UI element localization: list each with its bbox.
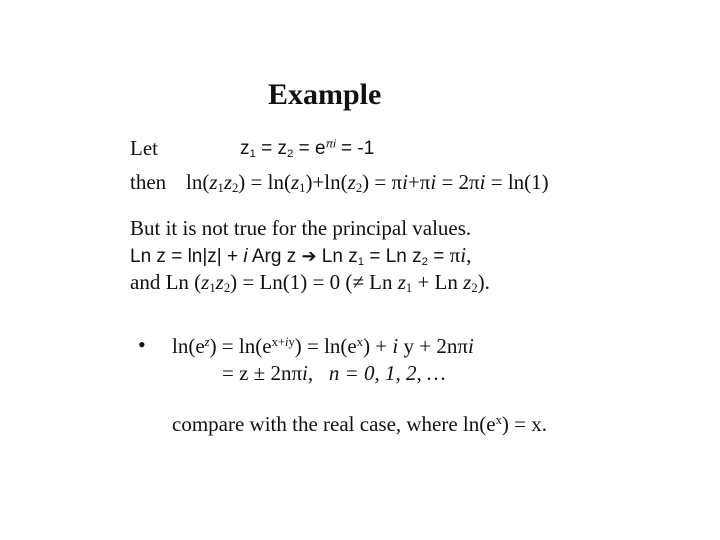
slide-title: Example: [268, 78, 382, 111]
bullet-line-2: = z ± 2nπi, n = 0, 1, 2, …: [222, 361, 446, 385]
bullet-line-1: $\ln(e^z) = \ln(e^{x+iy}) = \ln(e^x) + i$ y + 2nπi: [172, 334, 474, 358]
ln-definition: Ln z = ln|z| + i Arg z ➔ Ln $z_1 = Ln$ $z_2 = \pi i$,: [130, 243, 472, 268]
ln-product: and Ln $(z_1z_2) = Ln(1) = 0$ (≠ Ln $z_1 + Ln$ $z_2$).: [130, 270, 490, 296]
bullet-marker: •: [138, 332, 146, 357]
let-expression: $z_1 = z_2 = e^{\pi i} = -1$: [240, 138, 375, 160]
then-expression: $\ln(z_1z_2) = \ln(z_1)+\ln(z_2) = \pi i+\pi i = 2\pi i = \ln(1)$: [186, 170, 549, 196]
let-label: Let: [130, 136, 158, 160]
principal-note: But it is not true for the principal values.: [130, 216, 472, 240]
then-label: then: [130, 170, 167, 194]
compare-note: compare with the real case, where $\ln(e^x) = x$.: [172, 412, 547, 436]
